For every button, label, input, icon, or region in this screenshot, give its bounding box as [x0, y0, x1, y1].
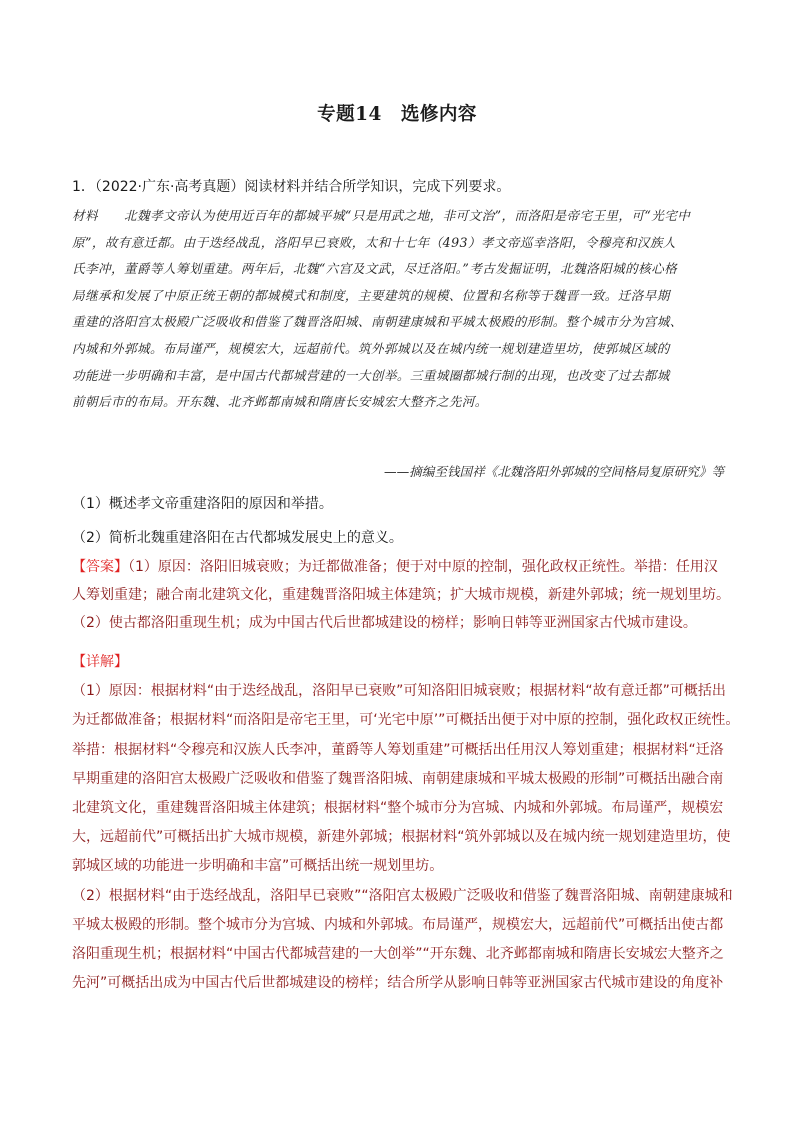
detail-block	[72, 648, 740, 998]
material-passage	[72, 203, 727, 416]
detail-line: 举措：根据材料“令穆亮和汉族人氏李冲，董爵等人筹划重建”可概括出任用汉人筹划重建；根据材料“迁洛	[72, 741, 724, 758]
detail-line: （1）原因：根据材料“由于迭经战乱，洛阳早已衰败”可知洛阳旧城衰败；根据材料“故有意迁都”可概括出	[72, 683, 726, 700]
detail-line: 大，远超前代”可概括出扩大城市规模，新建外郭城；根据材料“筑外郭城以及在城内统一规划建造里坊，使	[72, 829, 731, 846]
material-source: ——摘编至钱国祥《北魏洛阳外郭城的空间格局复原研究》等	[383, 464, 724, 479]
detail-line: 为迁都做准备；根据材料“而洛阳是帝宅王里，可‘光宅中原’”可概括出便于对中原的控制，强化政权正统性。	[72, 712, 740, 729]
answer-line	[72, 553, 732, 581]
material-line: 材料 北魏孝文帝认为使用近百年的都城平城“只是用武之地，非可文治”，而洛阳是帝宅王里，可“光宅中	[72, 208, 691, 223]
detail-line: 先河”可概括出成为中国古代后世都城建设的榜样；结合所学从影响日韩等亚洲国家古代城市建设的角度补	[72, 975, 724, 992]
detail-line: 洛阳重现生机；根据材料“中国古代都城营建的一大创举”“开东魏、北齐邺都南城和隋唐长安城宏大整齐之	[72, 945, 724, 962]
detail-line: 平城太极殿的形制。整个城市分为宫城、内城和外郭城。布局谨严，规模宏大，远超前代”可概括出使古都	[72, 916, 724, 933]
material-line: 前朝后市的布局。开东魏、北齐邺都南城和隋唐长安城宏大整齐之先河。	[72, 394, 488, 410]
sub-question-2: （2）简析北魏重建洛阳在古代都城发展史上的意义。	[72, 530, 403, 546]
material-line: 原”，故有意迁都。由于迭经战乱，洛阳早已衰败，太和十七年（493）孝文帝巡幸洛阳，令穆亮和汉族人	[72, 234, 676, 250]
question-stem: 1．（2022·广东·高考真题）阅读材料并结合所学知识，完成下列要求。	[72, 179, 511, 195]
detail-line: 早期重建的洛阳宫太极殿广泛吸收和借鉴了魏晋洛阳城、南朝建康城和平城太极殿的形制”可概括出融合南	[72, 770, 724, 787]
material-line: 内城和外郭城。布局谨严，规模宏大，远超前代。筑外郭城以及在城内统一规划建造里坊，使郭城区域的	[72, 340, 670, 356]
material-line: 功能进一步明确和丰富，是中国古代都城营建的一大创举。三重城圈都城行制的出现，也改变了过去都城	[72, 367, 670, 383]
detail-line: （2）根据材料“由于迭经战乱，洛阳早已衰败”“洛阳宫太极殿广泛吸收和借鉴了魏晋洛阳城、南朝建康城和	[72, 887, 733, 904]
answer-line: 人筹划重建；融合南北建筑文化，重建魏晋洛阳城主体建筑；扩大城市规模，新建外郭城；统一规划里坊。	[72, 587, 730, 603]
material-line: 氏李冲，董爵等人筹划重建。两年后，北魏“六宫及文武，尽迁洛阳。”考古发掘证明，北魏洛阳城的核心格	[72, 261, 678, 277]
detail-line: 郭城区域的功能进一步明确和丰富”可概括出统一规划里坊。	[72, 858, 444, 875]
detail-tag: 【详解】	[72, 654, 128, 670]
material-line: 局继承和发展了中原正统王朝的都城模式和制度，主要建筑的规模、位置和名称等于魏晋一致。迁洛早期	[72, 287, 670, 303]
page-title: 专题14 选修内容	[317, 104, 477, 125]
answer-block	[72, 553, 732, 637]
answer-line: （2）使古都洛阳重现生机；成为中国古代后世都城建设的榜样；影响日韩等亚洲国家古代城市建设。	[72, 615, 697, 631]
answer-tag: 【答案】	[72, 559, 128, 575]
material-line: 重建的洛阳宫太极殿广泛吸收和借鉴了魏晋洛阳城、南朝建康城和平城太极殿的形制。整个城市分为宫城、	[72, 314, 683, 330]
detail-line: 北建筑文化，重建魏晋洛阳城主体建筑；根据材料“整个城市分为宫城、内城和外郭城。布局谨严，规模宏	[72, 799, 724, 816]
answer-text: （1）原因：洛阳旧城衰败；为迁都做准备；便于对中原的控制，强化政权正统性。举措：任用汉	[128, 559, 718, 575]
sub-question-1: （1）概述孝文帝重建洛阳的原因和举措。	[72, 496, 333, 512]
